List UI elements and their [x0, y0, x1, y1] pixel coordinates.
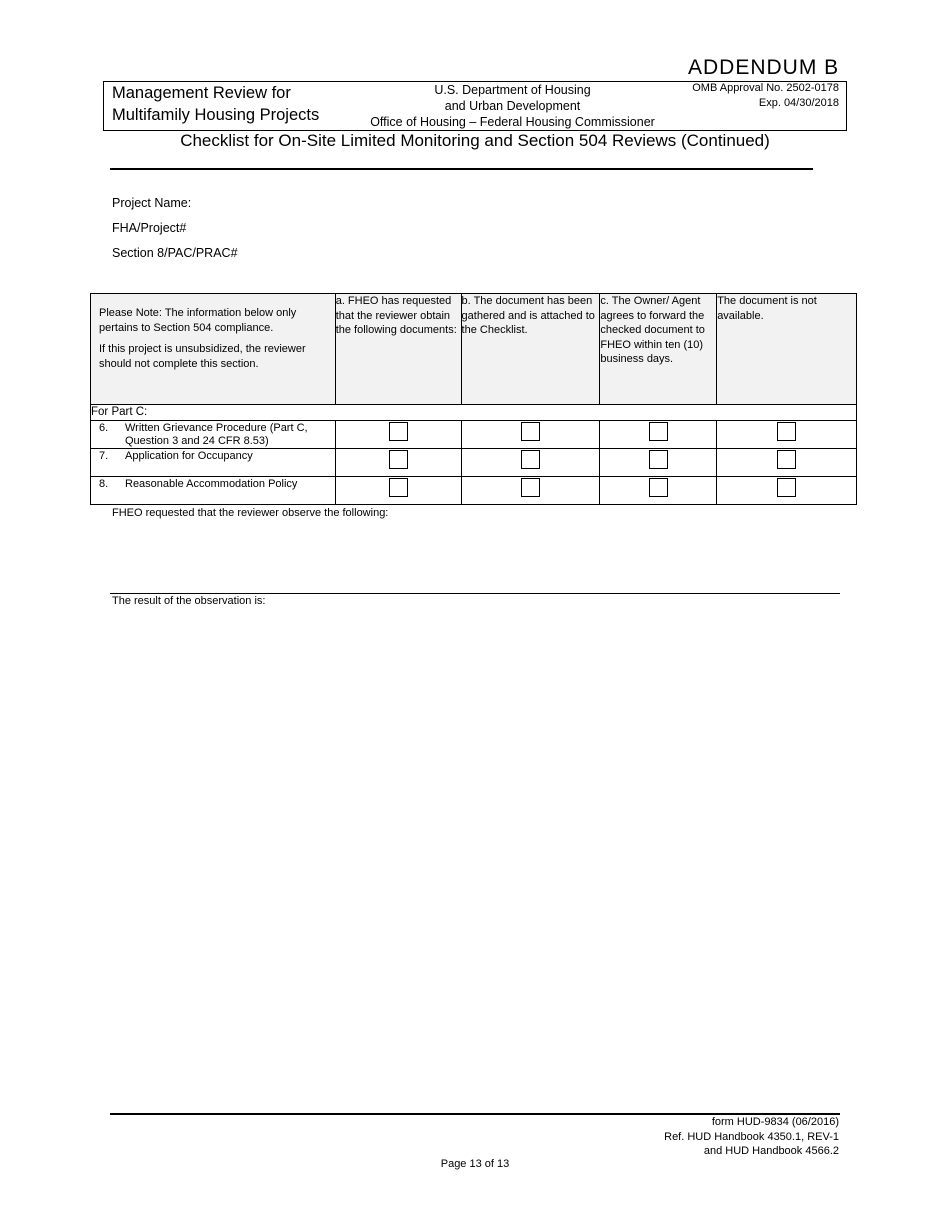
project-name-field[interactable]: Project Name:	[112, 196, 192, 210]
item-8-checkbox-b[interactable]	[521, 478, 540, 497]
item-8-label	[91, 477, 336, 505]
item-7-checkbox-not-available[interactable]	[777, 450, 796, 469]
part-c-label: For Part C:	[91, 405, 857, 421]
page-number: Page 13 of 13	[440, 1158, 510, 1170]
item-text: Application for Occupancy	[125, 450, 253, 462]
col-c-header: c. The Owner/ Agent agrees to forward the checked document to FHEO within ten (10) business days.	[600, 294, 717, 405]
part-c-row	[91, 405, 857, 421]
checklist-subtitle: Checklist for On-Site Limited Monitoring and Section 504 Reviews (Continued)	[180, 131, 770, 150]
form-title	[112, 82, 319, 126]
subtitle-rule	[110, 168, 813, 170]
note-cell	[91, 294, 336, 405]
observation-rule	[110, 593, 840, 594]
documents-checklist-table	[90, 293, 857, 505]
form-title-line2: Multifamily Housing Projects	[112, 106, 320, 124]
note-line1: Please Note: The information below only pertains to Section 504 compliance.	[99, 307, 297, 334]
item-7-label	[91, 449, 336, 477]
item-6-checkbox-b[interactable]	[521, 422, 540, 441]
department-block	[360, 82, 665, 130]
handbook-ref2: and HUD Handbook 4566.2	[703, 1145, 839, 1157]
table-row	[91, 449, 857, 477]
item-8-checkbox-a[interactable]	[389, 478, 408, 497]
item-8-checkbox-c[interactable]	[649, 478, 668, 497]
item-6-checkbox-not-available[interactable]	[777, 422, 796, 441]
item-number: 6.	[99, 422, 109, 434]
item-number: 8.	[99, 478, 109, 490]
section8-field[interactable]: Section 8/PAC/PRAC#	[112, 246, 238, 260]
omb-expiration: Exp. 04/30/2018	[758, 96, 839, 109]
col-a-header: a. FHEO has requested that the reviewer obtain the following documents:	[335, 294, 461, 405]
fha-project-field[interactable]: FHA/Project#	[112, 221, 187, 235]
dept-line3: Office of Housing – Federal Housing Commissioner	[370, 115, 655, 129]
item-6-checkbox-c[interactable]	[649, 422, 668, 441]
table-header-row	[91, 294, 857, 405]
table-row	[91, 477, 857, 505]
item-text: Written Grievance Procedure (Part C, Question 3 and 24 CFR 8.53)	[125, 422, 308, 447]
item-6-label	[91, 421, 336, 449]
handbook-ref1: Ref. HUD Handbook 4350.1, REV-1	[664, 1130, 839, 1143]
addendum-label: ADDENDUM B	[688, 56, 840, 79]
form-title-line1: Management Review for	[112, 84, 291, 102]
item-7-checkbox-a[interactable]	[389, 450, 408, 469]
item-7-checkbox-b[interactable]	[521, 450, 540, 469]
item-6-checkbox-a[interactable]	[389, 422, 408, 441]
footer-reference	[600, 1115, 839, 1159]
dept-line1: U.S. Department of Housing	[434, 83, 591, 97]
item-8-checkbox-not-available[interactable]	[777, 478, 796, 497]
col-d-header: The document is not available.	[717, 294, 857, 405]
form-number: form HUD-9834 (06/2016)	[711, 1116, 839, 1128]
item-number: 7.	[99, 450, 109, 462]
note-line2: If this project is unsubsidized, the reviewer should not complete this section.	[99, 343, 306, 370]
col-b-header: b. The document has been gathered and is attached to the Checklist.	[461, 294, 600, 405]
omb-approval: OMB Approval No. 2502-0178	[692, 82, 839, 94]
item-7-checkbox-c[interactable]	[649, 450, 668, 469]
result-label: The result of the observation is:	[112, 595, 266, 607]
observe-label: FHEO requested that the reviewer observe the following:	[112, 507, 389, 519]
omb-block	[640, 81, 839, 110]
table-row	[91, 421, 857, 449]
dept-line2: and Urban Development	[444, 99, 581, 113]
item-text: Reasonable Accommodation Policy	[125, 478, 298, 490]
